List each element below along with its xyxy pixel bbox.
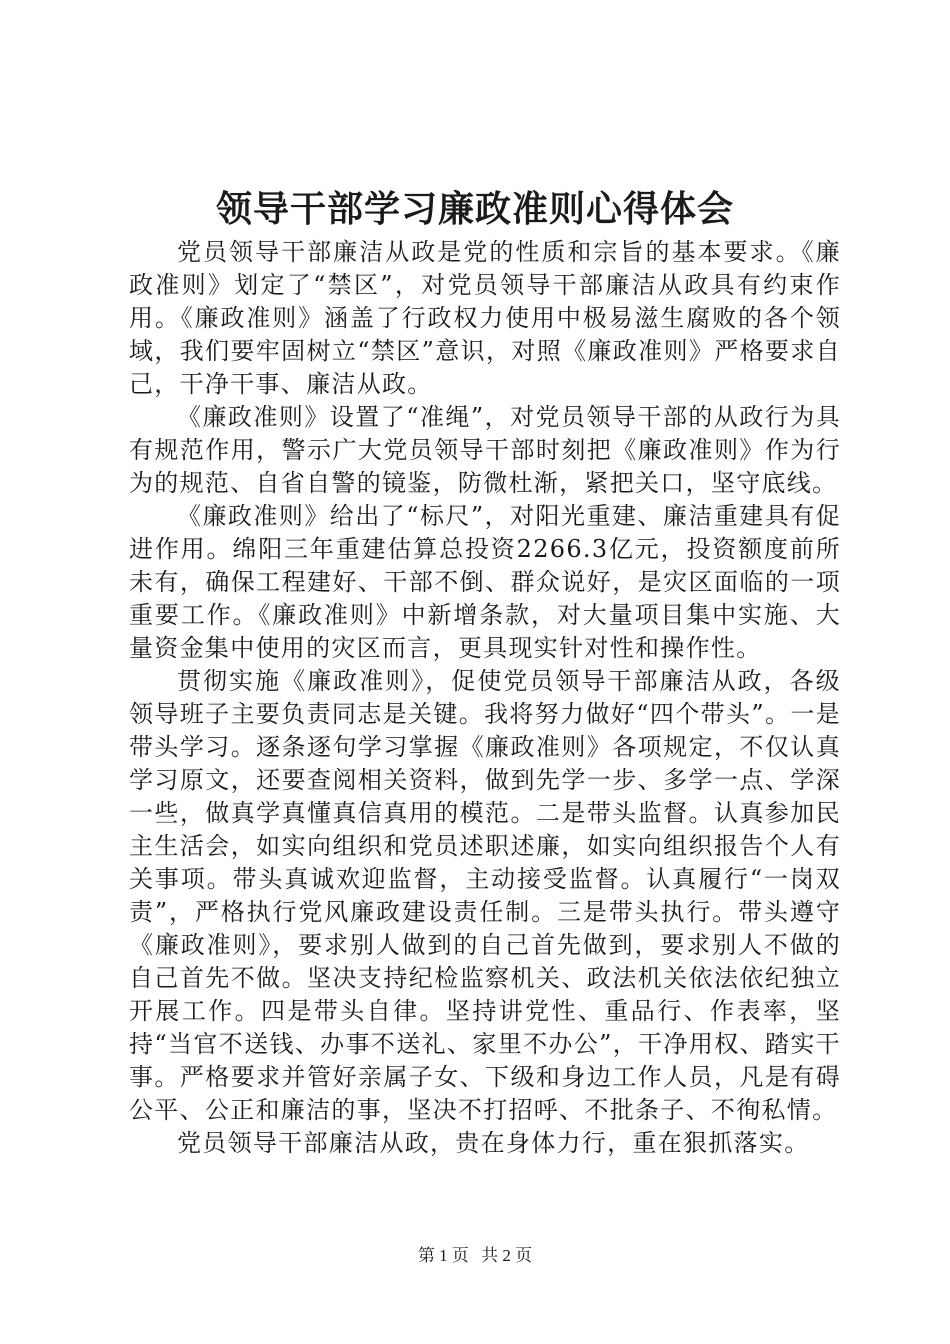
paragraph: 党员领导干部廉洁从政，贵在身体力行，重在狠抓落实。: [177, 1129, 810, 1157]
paragraph: 党员领导干部廉洁从政是党的性质和宗旨的基本要求。《廉政准则》划定了“禁区”，对党员领导干部廉洁从政具有约束作用。《廉政准则》涵盖了行政权力使用中极易滋生腐败的各个领域，我们要牢固树立“禁区”意识，对照《廉政准则》严格要求自己，干净干事、廉洁从政。: [129, 238, 841, 398]
page-number: 第 1 页: [417, 1246, 469, 1265]
document-title: 领导干部学习廉政准则心得体会: [215, 188, 734, 230]
page-footer: [0, 1245, 950, 1267]
document-body: [129, 236, 841, 1160]
page-total: 共 2 页: [481, 1246, 533, 1265]
paragraph: 《廉政准则》给出了“标尺”，对阳光重建、廉洁重建具有促进作用。绵阳三年重建估算总投资2266.3亿元，投资额度前所未有，确保工程建好、干部不倒、群众说好，是灾区面临的一项重要工作。《廉政准则》中新增条款，对大量项目集中实施、大量资金集中使用的灾区而言，更具现实针对性和操作性。: [129, 502, 841, 662]
paragraph: 《廉政准则》设置了“准绳”，对党员领导干部的从政行为具有规范作用，警示广大党员领导干部时刻把《廉政准则》作为行为的规范、自省自警的镜鉴，防微杜渐，紧把关口，坚守底线。: [129, 403, 841, 497]
paragraph: 贯彻实施《廉政准则》，促使党员领导干部廉洁从政，各级领导班子主要负责同志是关键。我将努力做好“四个带头”。一是带头学习。逐条逐句学习掌握《廉政准则》各项规定，不仅认真学习原文，还要查阅相关资料，做到先学一步、多学一点、学深一些，做真学真懂真信真用的模范。二是带头监督。认真参加民主生活会，如实向组织和党员述职述廉，如实向组织报告个人有关事项。带头真诚欢迎监督，主动接受监督。认真履行“一岗双责”，严格执行党风廉政建设责任制。三是带头执行。带头遵守《廉政准则》，要求别人做到的自己首先做到，要求别人不做的自己首先不做。坚决支持纪检监察机关、政法机关依法依纪独立开展工作。四是带头自律。坚持讲党性、重品行、作表率，坚持“当官不送钱、办事不送礼、家里不办公”，干净用权、踏实干事。严格要求并管好亲属子女、下级和身边工作人员，凡是有碍公平、公正和廉洁的事，坚决不打招呼、不批条子、不徇私情。: [129, 667, 841, 1124]
